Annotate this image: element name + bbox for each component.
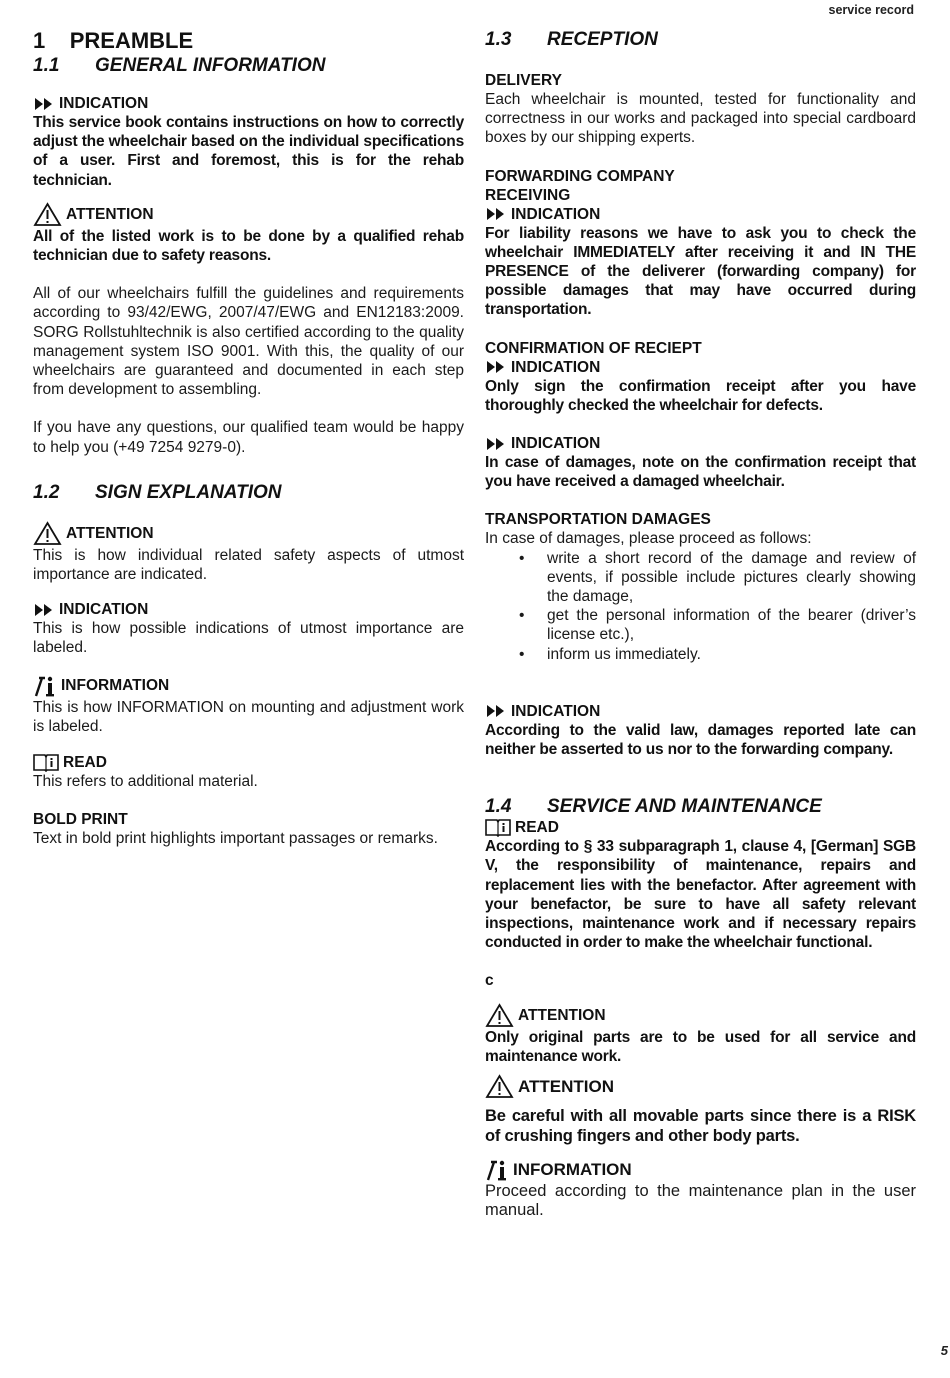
warning-triangle-icon — [33, 521, 62, 546]
bold-print-text: Text in bold print highlights important passages or remarks. — [33, 830, 438, 848]
indication-text: This service book contains instructions on how to correctly adjust the wheelchair based on the individual specifications of a user. First and foremost, this is for the rehab technician. — [33, 114, 464, 189]
bold-print-label: BOLD PRINT — [33, 811, 128, 829]
attention-label: ATTENTION — [33, 202, 464, 227]
section-title: SIGN EXPLANATION — [95, 481, 282, 503]
book-icon — [33, 752, 59, 772]
section-number: 1.4 — [485, 796, 512, 818]
section-heading-1-3 — [485, 28, 916, 52]
indication-text: For liability reasons we have to ask you to check the wheelchair IMMEDIATELY after receiving it and IN THE PRESENCE of the deliverer (forwarding company) for possible damages that may have occurred during transportation. — [485, 224, 916, 319]
indication-label: INDICATION — [33, 600, 464, 619]
read-label: READ — [33, 752, 464, 772]
delivery-text: Each wheelchair is mounted, tested for functionality and correctness in our works and packaged into special cardboard boxes by our shipping experts. — [485, 91, 916, 147]
chapter-title: PREAMBLE — [69, 28, 194, 53]
body-paragraph: All of our wheelchairs fulfill the guidelines and requirements according to 93/42/EWG, 2007/47/EWG and EN12183:2009. SORG Rollstuhltechnik is also certified according to the quality management system ISO 9001. With this, the quality of our wheelchairs are guaranteed and documented in each step from development to assembling. — [33, 285, 464, 399]
indication-text: According to the valid law, damages reported late can neither be asserted to us nor to the forwarding company. — [485, 721, 916, 759]
body-paragraph: If you have any questions, our qualified team would be happy to help you (+49 7254 9279-0). — [33, 419, 464, 456]
transport-intro: In case of damages, please proceed as follows: — [485, 530, 812, 548]
indication-label: INDICATION — [485, 205, 916, 224]
double-arrow-icon — [485, 437, 507, 451]
section-number: 1.3 — [485, 29, 512, 50]
information-label: INFORMATION — [33, 674, 464, 698]
warning-triangle-icon — [485, 1074, 514, 1099]
indication-text: Only sign the confirmation receipt after you have thoroughly checked the wheelchair for defects. — [485, 377, 916, 414]
list-item: • get the personal information of the bearer (driver’s license etc.), — [485, 606, 916, 644]
chapter-heading — [33, 28, 464, 54]
attention-text: Be careful with all movable parts since there is a RISK of crushing fingers and other body parts. — [485, 1107, 916, 1145]
read-text: According to § 33 subparagraph 1, clause 4, [German] SGB V, the responsibility of maintenance, repairs and replacement lies with the benefactor. After agreement with your benefactor, be sure to have all safety relevant inspections, maintenance work and if necessary repairs conducted in order to make the wheelchair functional. — [485, 838, 916, 952]
attention-text: Only original parts are to be used for all service and maintenance work. — [485, 1028, 916, 1065]
double-arrow-icon — [485, 704, 507, 718]
double-arrow-icon — [33, 97, 55, 111]
information-text: Proceed according to the maintenance plan in the user manual. — [485, 1181, 916, 1220]
indication-label: INDICATION — [33, 94, 464, 113]
running-header: service record — [828, 3, 914, 17]
attention-label: ATTENTION — [485, 1074, 916, 1099]
double-arrow-icon — [485, 207, 507, 221]
section-number: 1.2 — [33, 481, 60, 503]
delivery-label: DELIVERY — [485, 72, 562, 89]
forwarding-label: FORWARDING COMPANY — [485, 167, 675, 185]
section-title: SERVICE AND MAINTENANCE — [547, 796, 822, 818]
indication-label: INDICATION — [485, 434, 916, 453]
left-column — [33, 28, 464, 848]
information-text: This is how INFORMATION on mounting and adjustment work is labeled. — [33, 698, 464, 735]
warning-triangle-icon — [33, 202, 62, 227]
attention-label: ATTENTION — [33, 521, 464, 546]
indication-label: INDICATION — [485, 358, 916, 377]
attention-text: All of the listed work is to be done by a qualified rehab technician due to safety reasons. — [33, 227, 464, 265]
attention-label: ATTENTION — [485, 1003, 916, 1028]
section-heading-1-2 — [33, 481, 464, 505]
indication-label: INDICATION — [485, 702, 916, 721]
book-icon — [485, 817, 511, 837]
list-item: • write a short record of the damage and review of events, if possible include pictures clearly showing the damage, — [485, 549, 916, 607]
information-label: INFORMATION — [485, 1158, 916, 1182]
read-text: This refers to additional material. — [33, 773, 258, 791]
double-arrow-icon — [485, 360, 507, 374]
section-heading-1-4 — [485, 797, 916, 817]
right-column — [485, 28, 916, 1221]
wrench-info-icon — [33, 674, 57, 698]
stray-character: c — [485, 972, 494, 990]
indication-text: In case of damages, note on the confirmation receipt that you have received a damaged wheelchair. — [485, 454, 916, 491]
transport-list — [485, 549, 916, 664]
read-label: READ — [485, 817, 916, 837]
confirmation-label: CONFIRMATION OF RECIEPT — [485, 339, 702, 357]
page-number: 5 — [940, 1343, 948, 1358]
section-title: RECEPTION — [547, 29, 658, 50]
attention-text: This is how individual related safety aspects of utmost importance are indicated. — [33, 546, 464, 584]
list-item: • inform us immediately. — [485, 645, 916, 664]
indication-text: This is how possible indications of utmost importance are labeled. — [33, 620, 464, 657]
section-number: 1.1 — [33, 55, 60, 76]
receiving-label: RECEIVING — [485, 186, 571, 204]
chapter-number: 1 — [33, 28, 46, 53]
double-arrow-icon — [33, 603, 55, 617]
section-heading-1-1 — [33, 54, 464, 78]
transport-label: TRANSPORTATION DAMAGES — [485, 511, 711, 529]
wrench-info-icon — [485, 1158, 509, 1182]
warning-triangle-icon — [485, 1003, 514, 1028]
section-title: GENERAL INFORMATION — [95, 55, 326, 76]
